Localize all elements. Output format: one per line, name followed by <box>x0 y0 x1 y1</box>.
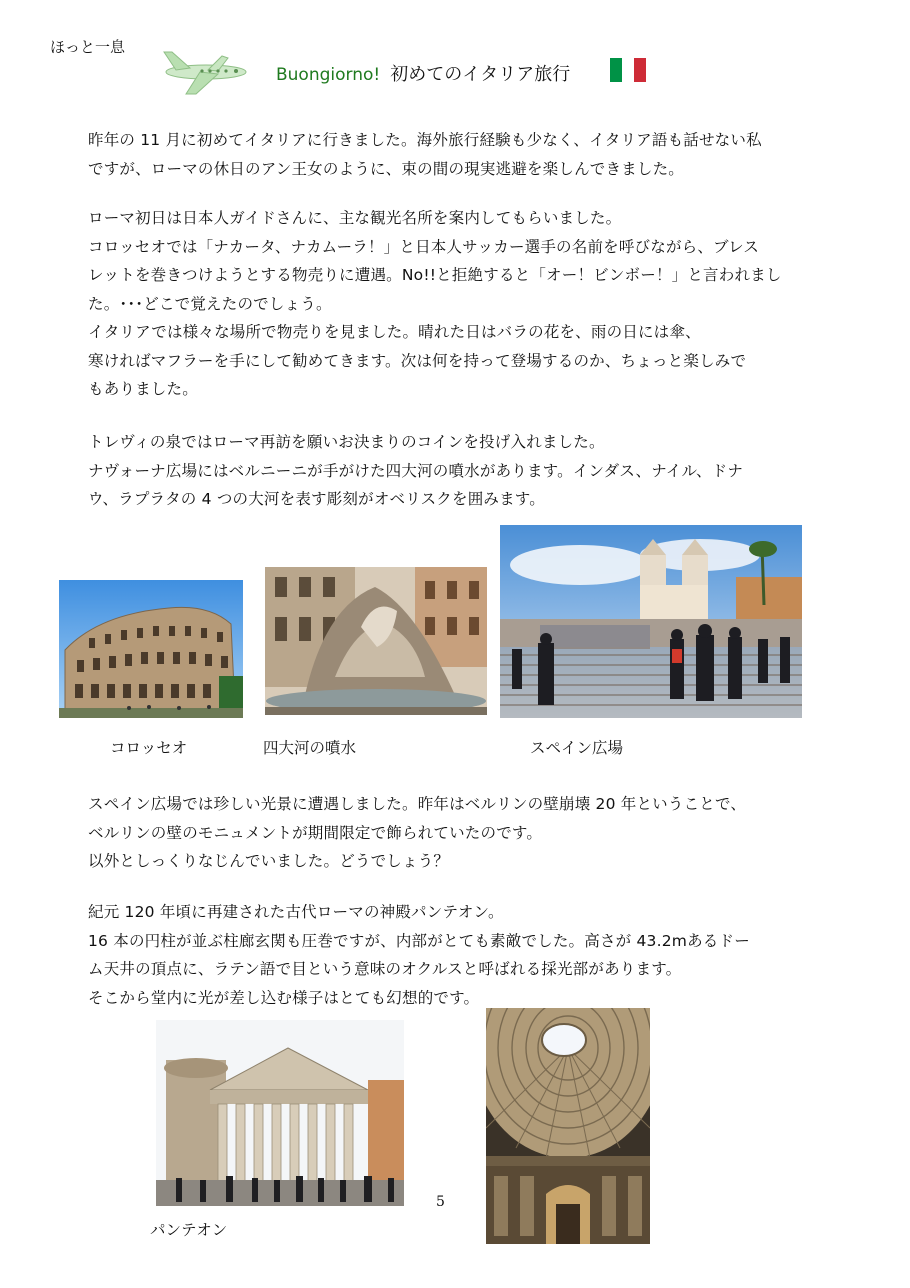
text-line: 昨年の 11 月に初めてイタリアに行きました。海外旅行経験も少なく、イタリア語も話せない私 <box>88 131 762 149</box>
page-title <box>276 60 570 86</box>
paragraph-trevi-navona <box>88 428 818 514</box>
paragraph-spanish-steps <box>88 790 818 876</box>
text-line: 16 本の円柱が並ぶ柱廊玄関も圧巻ですが、内部がとても素敵でした。高さが 43.2mあるドー <box>88 931 750 950</box>
italy-flag-icon <box>610 58 646 82</box>
text-line: スペイン広場では珍しい光景に遭遇しました。昨年はベルリンの壁崩壊 20 年ということで、 <box>88 795 747 813</box>
text-line: ウ、ラプラタの 4 つの大河を表す彫刻がオベリスクを囲みます。 <box>88 490 545 508</box>
colosseum-photo <box>59 580 243 718</box>
page-number: 5 <box>436 1194 445 1210</box>
text-line: そこから堂内に光が差し込む様子はとても幻想的です。 <box>88 988 480 1007</box>
spanish-steps-photo <box>500 525 802 718</box>
text-line: コロッセオでは「ナカータ、ナカムーラ！」と日本人サッカー選手の名前を呼びながら、ブレス <box>88 237 760 256</box>
text-line: もありました。 <box>88 380 198 398</box>
text-line: イタリアでは様々な場所で物売りを見ました。晴れた日はバラの花を、雨の日には傘、 <box>88 323 701 341</box>
title-main: 初めてのイタリア旅行 <box>390 64 571 85</box>
paragraph-pantheon <box>88 898 818 1012</box>
pantheon-dome-photo <box>486 1008 650 1244</box>
pantheon-caption: パンテオン <box>150 1221 228 1239</box>
text-line: 以外としっくりなじんでいました。どうでしょう？ <box>88 852 450 870</box>
fountain-caption: 四大河の噴水 <box>263 739 357 757</box>
fountain-photo <box>265 567 487 715</box>
section-label: ほっと一息 <box>50 38 126 56</box>
paragraph-rome-day1 <box>88 204 818 404</box>
text-line: 紀元 120 年頃に再建された古代ローマの神殿パンテオン。 <box>88 903 504 921</box>
text-line: ですが、ローマの休日のアン王女のように、束の間の現実逃避を楽しんできました。 <box>88 159 684 178</box>
paragraph-intro <box>88 126 818 183</box>
spanish-steps-caption: スペイン広場 <box>530 739 624 757</box>
pantheon-exterior-photo <box>156 1020 404 1206</box>
title-greeting: Buongiorno! <box>276 65 381 85</box>
text-line: レットを巻きつけようとする物売りに遭遇。No!!と拒絶すると「オー！ビンボー！」と言われまし <box>88 266 782 284</box>
text-line: ベルリンの壁のモニュメントが期間限定で飾られていたのです。 <box>88 823 543 842</box>
text-line: トレヴィの泉ではローマ再訪を願いお決まりのコインを投げ入れました。 <box>88 433 605 451</box>
text-line: ム天井の頂点に、ラテン語で目という意味のオクルスと呼ばれる採光部があります。 <box>88 960 682 978</box>
text-line: ローマ初日は日本人ガイドさんに、主な観光名所を案内してもらいました。 <box>88 209 622 227</box>
text-line: ナヴォーナ広場にはベルニーニが手がけた四大河の噴水があります。インダス、ナイル、ドナ <box>88 461 744 480</box>
airplane-icon <box>156 38 252 98</box>
text-line: 寒ければマフラーを手にして勧めてきます。次は何を持って登場するのか、ちょっと楽しみで <box>88 351 747 370</box>
text-line: た。･･･どこで覚えたのでしょう。 <box>88 294 332 313</box>
colosseum-caption: コロッセオ <box>110 739 188 757</box>
